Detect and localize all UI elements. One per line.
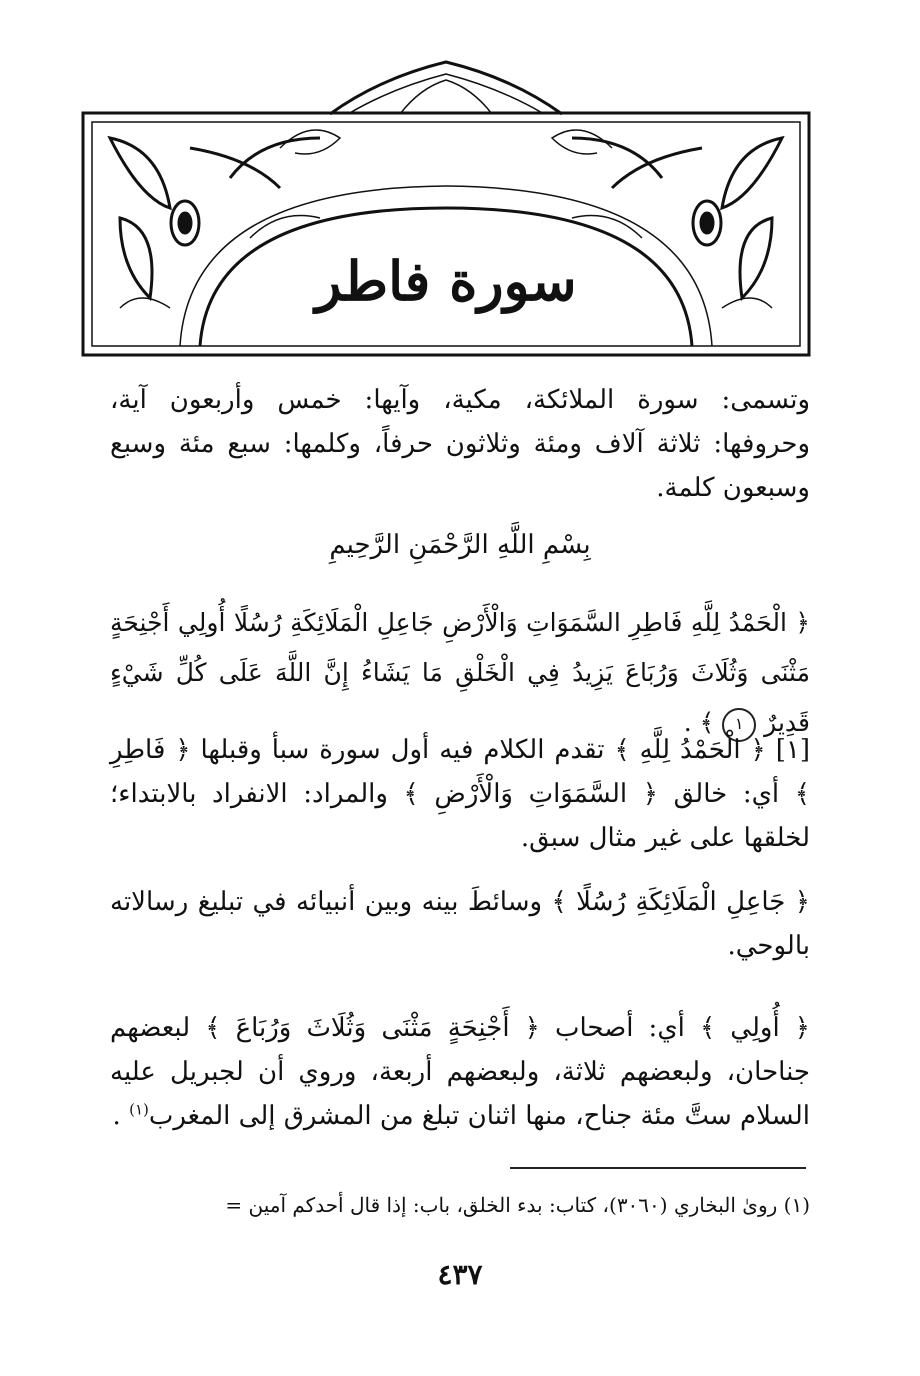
surah-title: سورة فاطر bbox=[315, 249, 577, 313]
tafsir-paragraph-2 bbox=[110, 880, 810, 976]
footnote-divider bbox=[510, 1167, 806, 1169]
footnote: (١) روىٰ البخاري (٣٠٦٠)، كتاب: بدء الخلق، باب: إذا قال أحدكم آمين = bbox=[225, 1193, 810, 1217]
quoted-phrase: ﴿ جَاعِلِ الْمَلَائِكَةِ رُسُلًا ﴾ bbox=[551, 887, 810, 917]
tafsir-paragraph-3 bbox=[110, 1006, 810, 1146]
verse-reference: [١] bbox=[775, 735, 811, 765]
footnote-marker[interactable]: (١) bbox=[129, 1100, 149, 1119]
page-number: ٤٣٧ bbox=[437, 1258, 483, 1291]
verse-number-marker: ١ bbox=[722, 708, 756, 742]
commentary-text: أي: خالق bbox=[673, 779, 780, 809]
quoted-phrase: ﴿ السَّمَوَاتِ وَالْأَرْضِ ﴾ bbox=[403, 779, 658, 809]
commentary-text: أي: أصحاب bbox=[554, 1013, 685, 1043]
quran-verse bbox=[110, 598, 810, 737]
verse-text: الْحَمْدُ لِلَّهِ فَاطِرِ السَّمَوَاتِ وَالْأَرْضِ جَاعِلِ الْمَلَائِكَةِ رُسُلًا أُولِي أَجْنِحَةٍ مَثْنَى وَثُلَاثَ وَرُبَاعَ يَزِيدُ فِي الْخَلْقِ مَا يَشَاءُ إِنَّ اللَّهَ عَلَى كُلِّ شَيْءٍ قَدِيرٌ bbox=[110, 608, 810, 737]
commentary-text: والمراد: الانفراد بالابتداء؛ لخلقها على غير مثال سبق. bbox=[110, 779, 810, 853]
surah-intro-paragraph: وتسمى: سورة الملائكة، مكية، وآيها: خمس وأربعون آية، وحروفها: ثلاثة آلاف ومئة وثلاثون حرفاً، وكلمها: سبع مئة وسبع وسبعون كلمة. bbox=[110, 385, 810, 503]
tafsir-paragraph-1 bbox=[110, 728, 810, 868]
commentary-text: تقدم الكلام فيه أول سورة سبأ وقبلها bbox=[200, 735, 605, 765]
verse-open-bracket: ﴿ bbox=[795, 608, 810, 637]
quoted-phrase: ﴿ فَاطِرِ ﴾ bbox=[110, 735, 811, 809]
commentary-text: وسائطَ بينه وبين أنبيائه في تبليغ رسالاته بالوحي. bbox=[110, 887, 810, 961]
quoted-phrase: ﴿ أُولِي ﴾ bbox=[699, 1013, 811, 1043]
commentary-text: لبعضهم جناحان، ولبعضهم ثلاثة، ولبعضهم أربعة، وروي أن لجبريل عليه السلام ستَّ مئة جناح، منها اثنان تبلغ من المشرق إلى المغرب bbox=[110, 1013, 810, 1131]
verse-close-bracket: ﴾ . bbox=[683, 708, 715, 737]
basmala: بِسْمِ اللَّهِ الرَّحْمَنِ الرَّحِيمِ bbox=[329, 530, 591, 560]
quoted-phrase: ﴿ الْحَمْدُ لِلَّهِ ﴾ bbox=[614, 735, 766, 765]
commentary-end: . bbox=[112, 1101, 121, 1131]
quoted-phrase: ﴿ أَجْنِحَةٍ مَثْنَى وَثُلَاثَ وَرُبَاعَ ﴾ bbox=[205, 1013, 540, 1043]
